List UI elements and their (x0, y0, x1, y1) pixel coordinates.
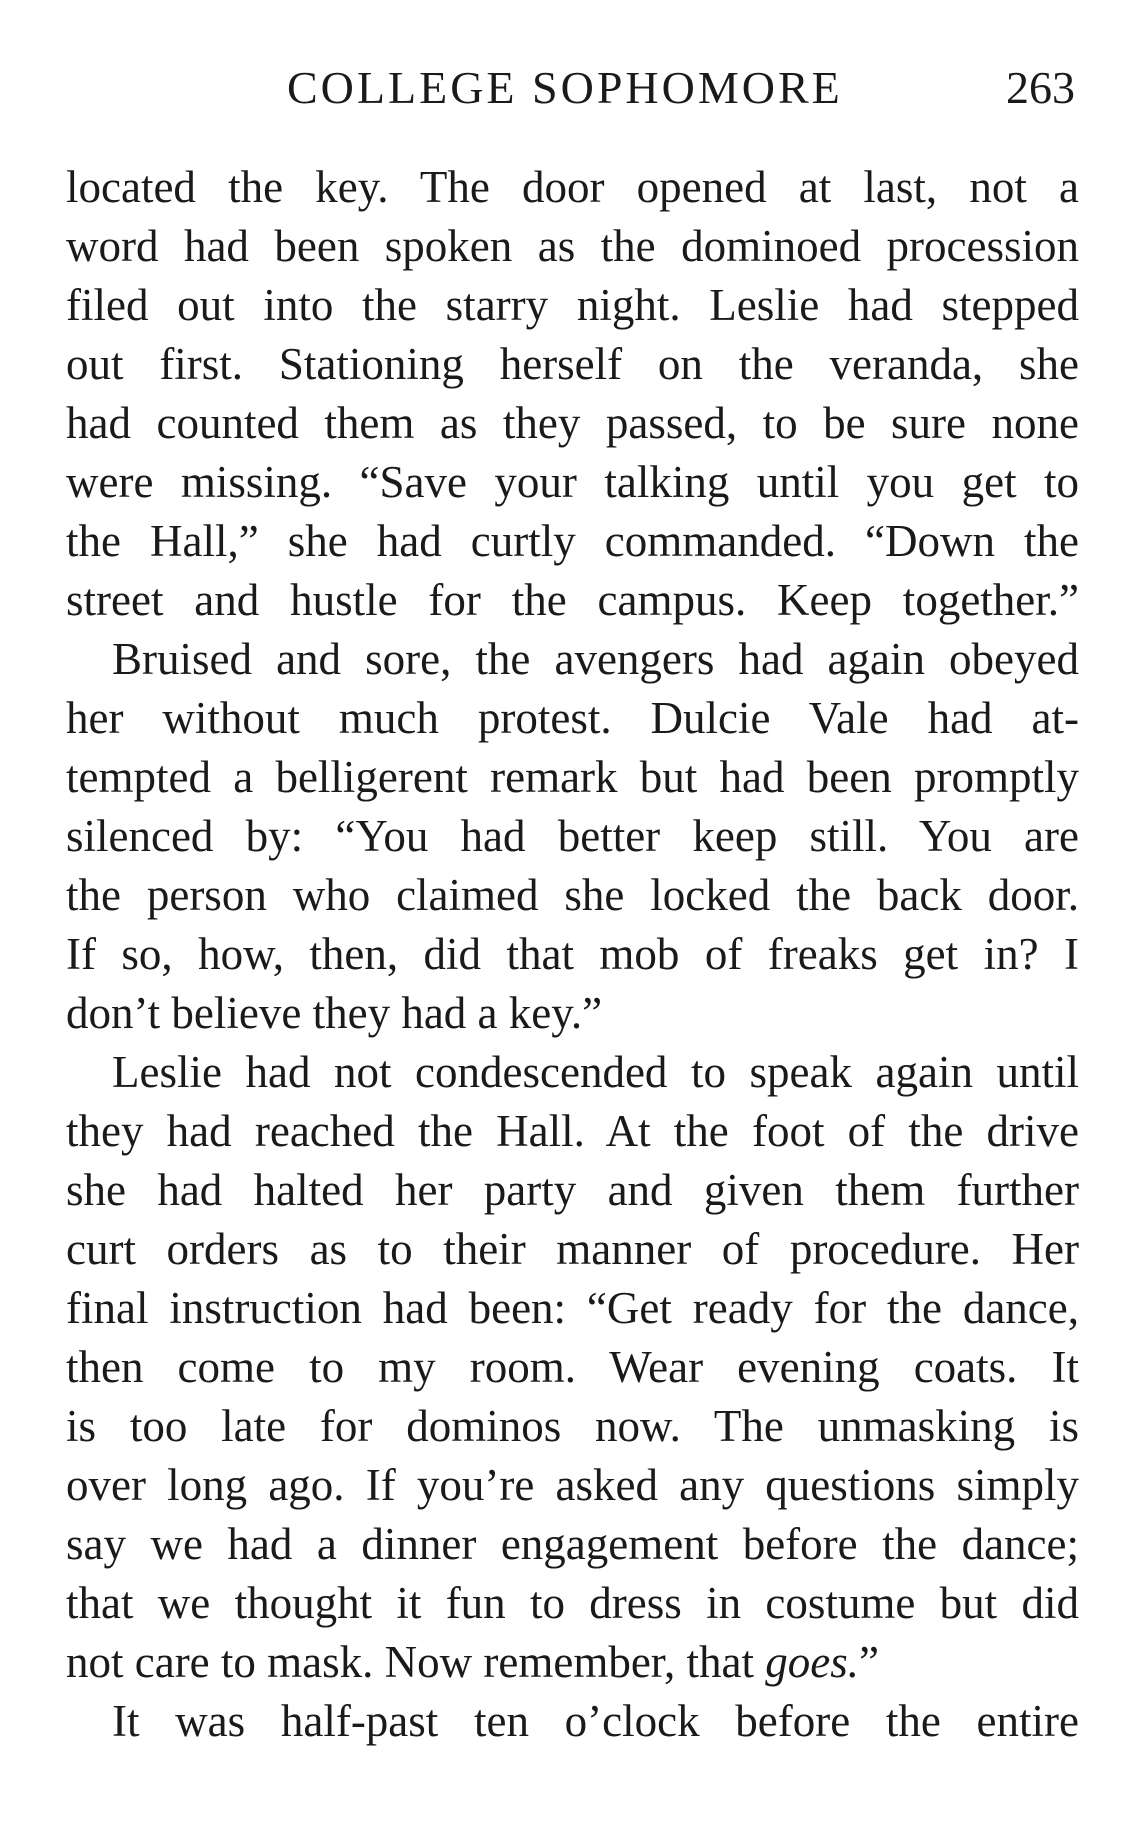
text-line: out first. Stationing herself on the veranda, she (66, 339, 1079, 389)
text-line: It was half-past ten o’clock before the entire (112, 1696, 1079, 1746)
text-line: she had halted her party and given them further (66, 1165, 1079, 1215)
text-line: filed out into the starry night. Leslie had stepped (66, 280, 1079, 330)
text-line: street and hustle for the campus. Keep together.” (66, 575, 1079, 625)
text-line: over long ago. If you’re asked any questions simply (66, 1460, 1079, 1510)
text-line: If so, how, then, did that mob of freaks get in? I (66, 929, 1079, 979)
text-line: word had been spoken as the dominoed procession (66, 221, 1079, 271)
text-line (66, 1633, 1079, 1692)
text-line: they had reached the Hall. At the foot of the drive (66, 1106, 1079, 1156)
text-line-start: not care to mask. Now remember, that (66, 1637, 766, 1687)
text-line: located the key. The door opened at last, not a (66, 162, 1079, 212)
closing-quote: ” (858, 1637, 879, 1687)
text-line: the Hall,” she had curtly commanded. “Down the (66, 516, 1079, 566)
text-line: tempted a belligerent remark but had been promptly (66, 752, 1079, 802)
text-line: Leslie had not condescended to speak again until (112, 1047, 1079, 1097)
page-number: 263 (1006, 62, 1075, 113)
running-title: COLLEGE SOPHOMORE (287, 62, 843, 113)
text-line: don’t believe they had a key.” (66, 988, 603, 1038)
text-line: her without much protest. Dulcie Vale had at- (66, 693, 1079, 743)
text-line: were missing. “Save your talking until you get to (66, 457, 1079, 507)
paragraph (66, 1043, 1079, 1692)
text-line: had counted them as they passed, to be sure none (66, 398, 1079, 448)
paragraph (66, 1692, 1079, 1751)
text-line: say we had a dinner engagement before the dance; (66, 1519, 1079, 1569)
text-line: is too late for dominos now. The unmasking is (66, 1401, 1079, 1451)
body-text (66, 158, 1079, 1751)
text-line: silenced by: “You had better keep still. You are (66, 811, 1079, 861)
text-line: final instruction had been: “Get ready for the dance, (66, 1283, 1079, 1333)
text-line: that we thought it fun to dress in costume but did (66, 1578, 1079, 1628)
text-line: the person who claimed she locked the back door. (66, 870, 1079, 920)
paragraph (66, 158, 1079, 630)
paragraph (66, 630, 1079, 1043)
text-line: then come to my room. Wear evening coats. It (66, 1342, 1079, 1392)
italic-word: goes. (765, 1637, 859, 1687)
text-line: Bruised and sore, the avengers had again obeyed (112, 634, 1079, 684)
page-header (0, 58, 1141, 118)
text-line: curt orders as to their manner of procedure. Her (66, 1224, 1079, 1274)
